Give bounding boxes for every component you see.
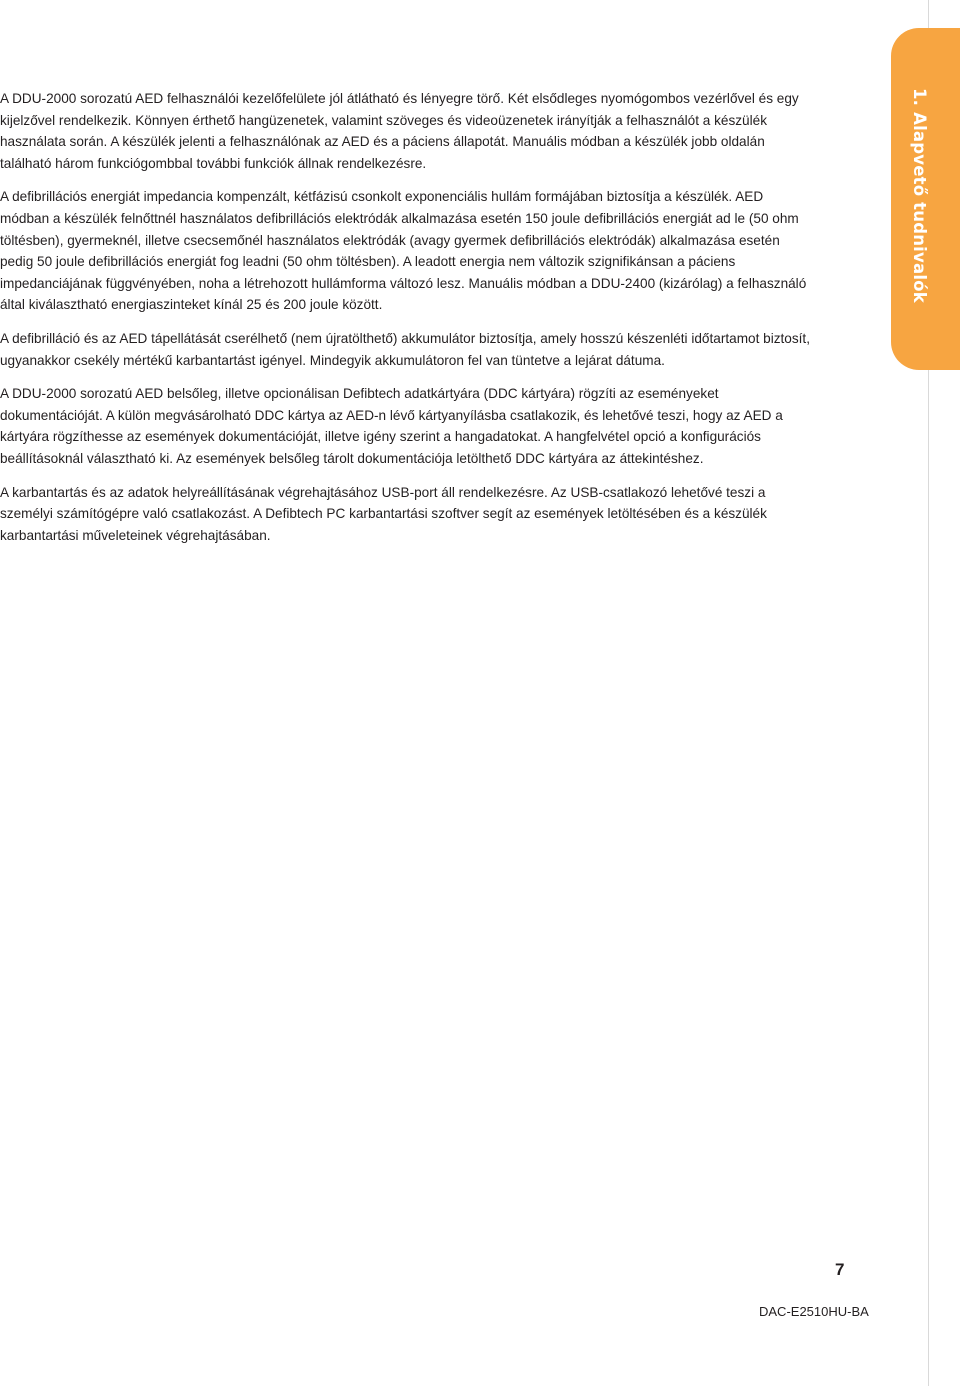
- paragraph-usb-maintenance: A karbantartás és az adatok helyreállításának végrehajtásához USB-port áll rendelkezésre. Az USB-csatlakozó lehetővé teszi a személyi számítógépre való csatlakozást. A Defibtech PC karbantartási szoftver segít az események letöltésében és a készülék karbantartási műveleteinek végrehajtásában.: [0, 484, 767, 543]
- body-text: [0, 88, 815, 558]
- document-code: DAC-E2510HU-BA: [759, 1304, 869, 1319]
- paragraph-defibrillation-energy: A defibrillációs energiát impedancia kompenzált, kétfázisú csonkolt exponenciális hullám formájában biztosítja a készülék. AED módban a készülék felnőttnél használatos defibrillációs elektródák alkalmazása esetén 150 joule defibrillációs energiát ad le (50 ohm töltésben), gyermeknél, illetve csecsemőnél használatos elektródák (avagy gyermek defibrillációs elektródák) alkalmazása esetén pedig 50 joule defibrillációs energiát fog leadni (50 ohm töltésben). A leadott energia nem változik szignifikánsan a páciens impedanciájának függvényében, noha a létrehozott hullámforma változó lesz. Manuális módban a DDU-2400 (kizárólag) a felhasználó által kiválasztható energiaszinteket kínál 25 és 200 joule között.: [0, 189, 807, 313]
- section-tab-label: 1. Alapvető tudnivalók: [910, 88, 929, 303]
- page-number: 7: [835, 1260, 845, 1279]
- paragraph-user-interface: A DDU-2000 sorozatú AED felhasználói kezelőfelülete jól átlátható és lényegre törő. Két elsődleges nyomógombos vezérlővel és egy kijelzővel rendelkezik. Könnyen érthető hangüzenetek, valamint szöveges és videoüzenetek irányítják a felhasználót a készülék használata során. A készülék jelenti a felhasználónak az AED és a páciens állapotát. Manuális módban a készülék jobb oldalán található három funkciógombbal további funkciók állnak rendelkezésre.: [0, 91, 799, 171]
- paragraph-battery: A defibrilláció és az AED tápellátását cserélhető (nem újratölthető) akkumulátor biztosítja, amely hosszú készenléti időtartamot biztosít, ugyanakkor csekély mértékű karbantartást igényel. Mindegyik akkumulátoron fel van tüntetve a lejárat dátuma.: [0, 330, 810, 368]
- paragraph-data-card: A DDU-2000 sorozatú AED belsőleg, illetve opcionálisan Defibtech adatkártyára (DDC kártyára) rögzíti az eseményeket dokumentációját. A külön megvásárolható DDC kártya az AED-n lévő kártyanyílásba csatlakozik, és lehetővé teszi, hogy az AED a kártyára rögzíthesse az események dokumentációját, illetve igény szerint a hangadatokat. A hangfelvétel opció a konfigurációs beállításoknál választható ki. Az események belsőleg tárolt dokumentációja letölthető DDC kártyára az áttekintéshez.: [0, 386, 783, 466]
